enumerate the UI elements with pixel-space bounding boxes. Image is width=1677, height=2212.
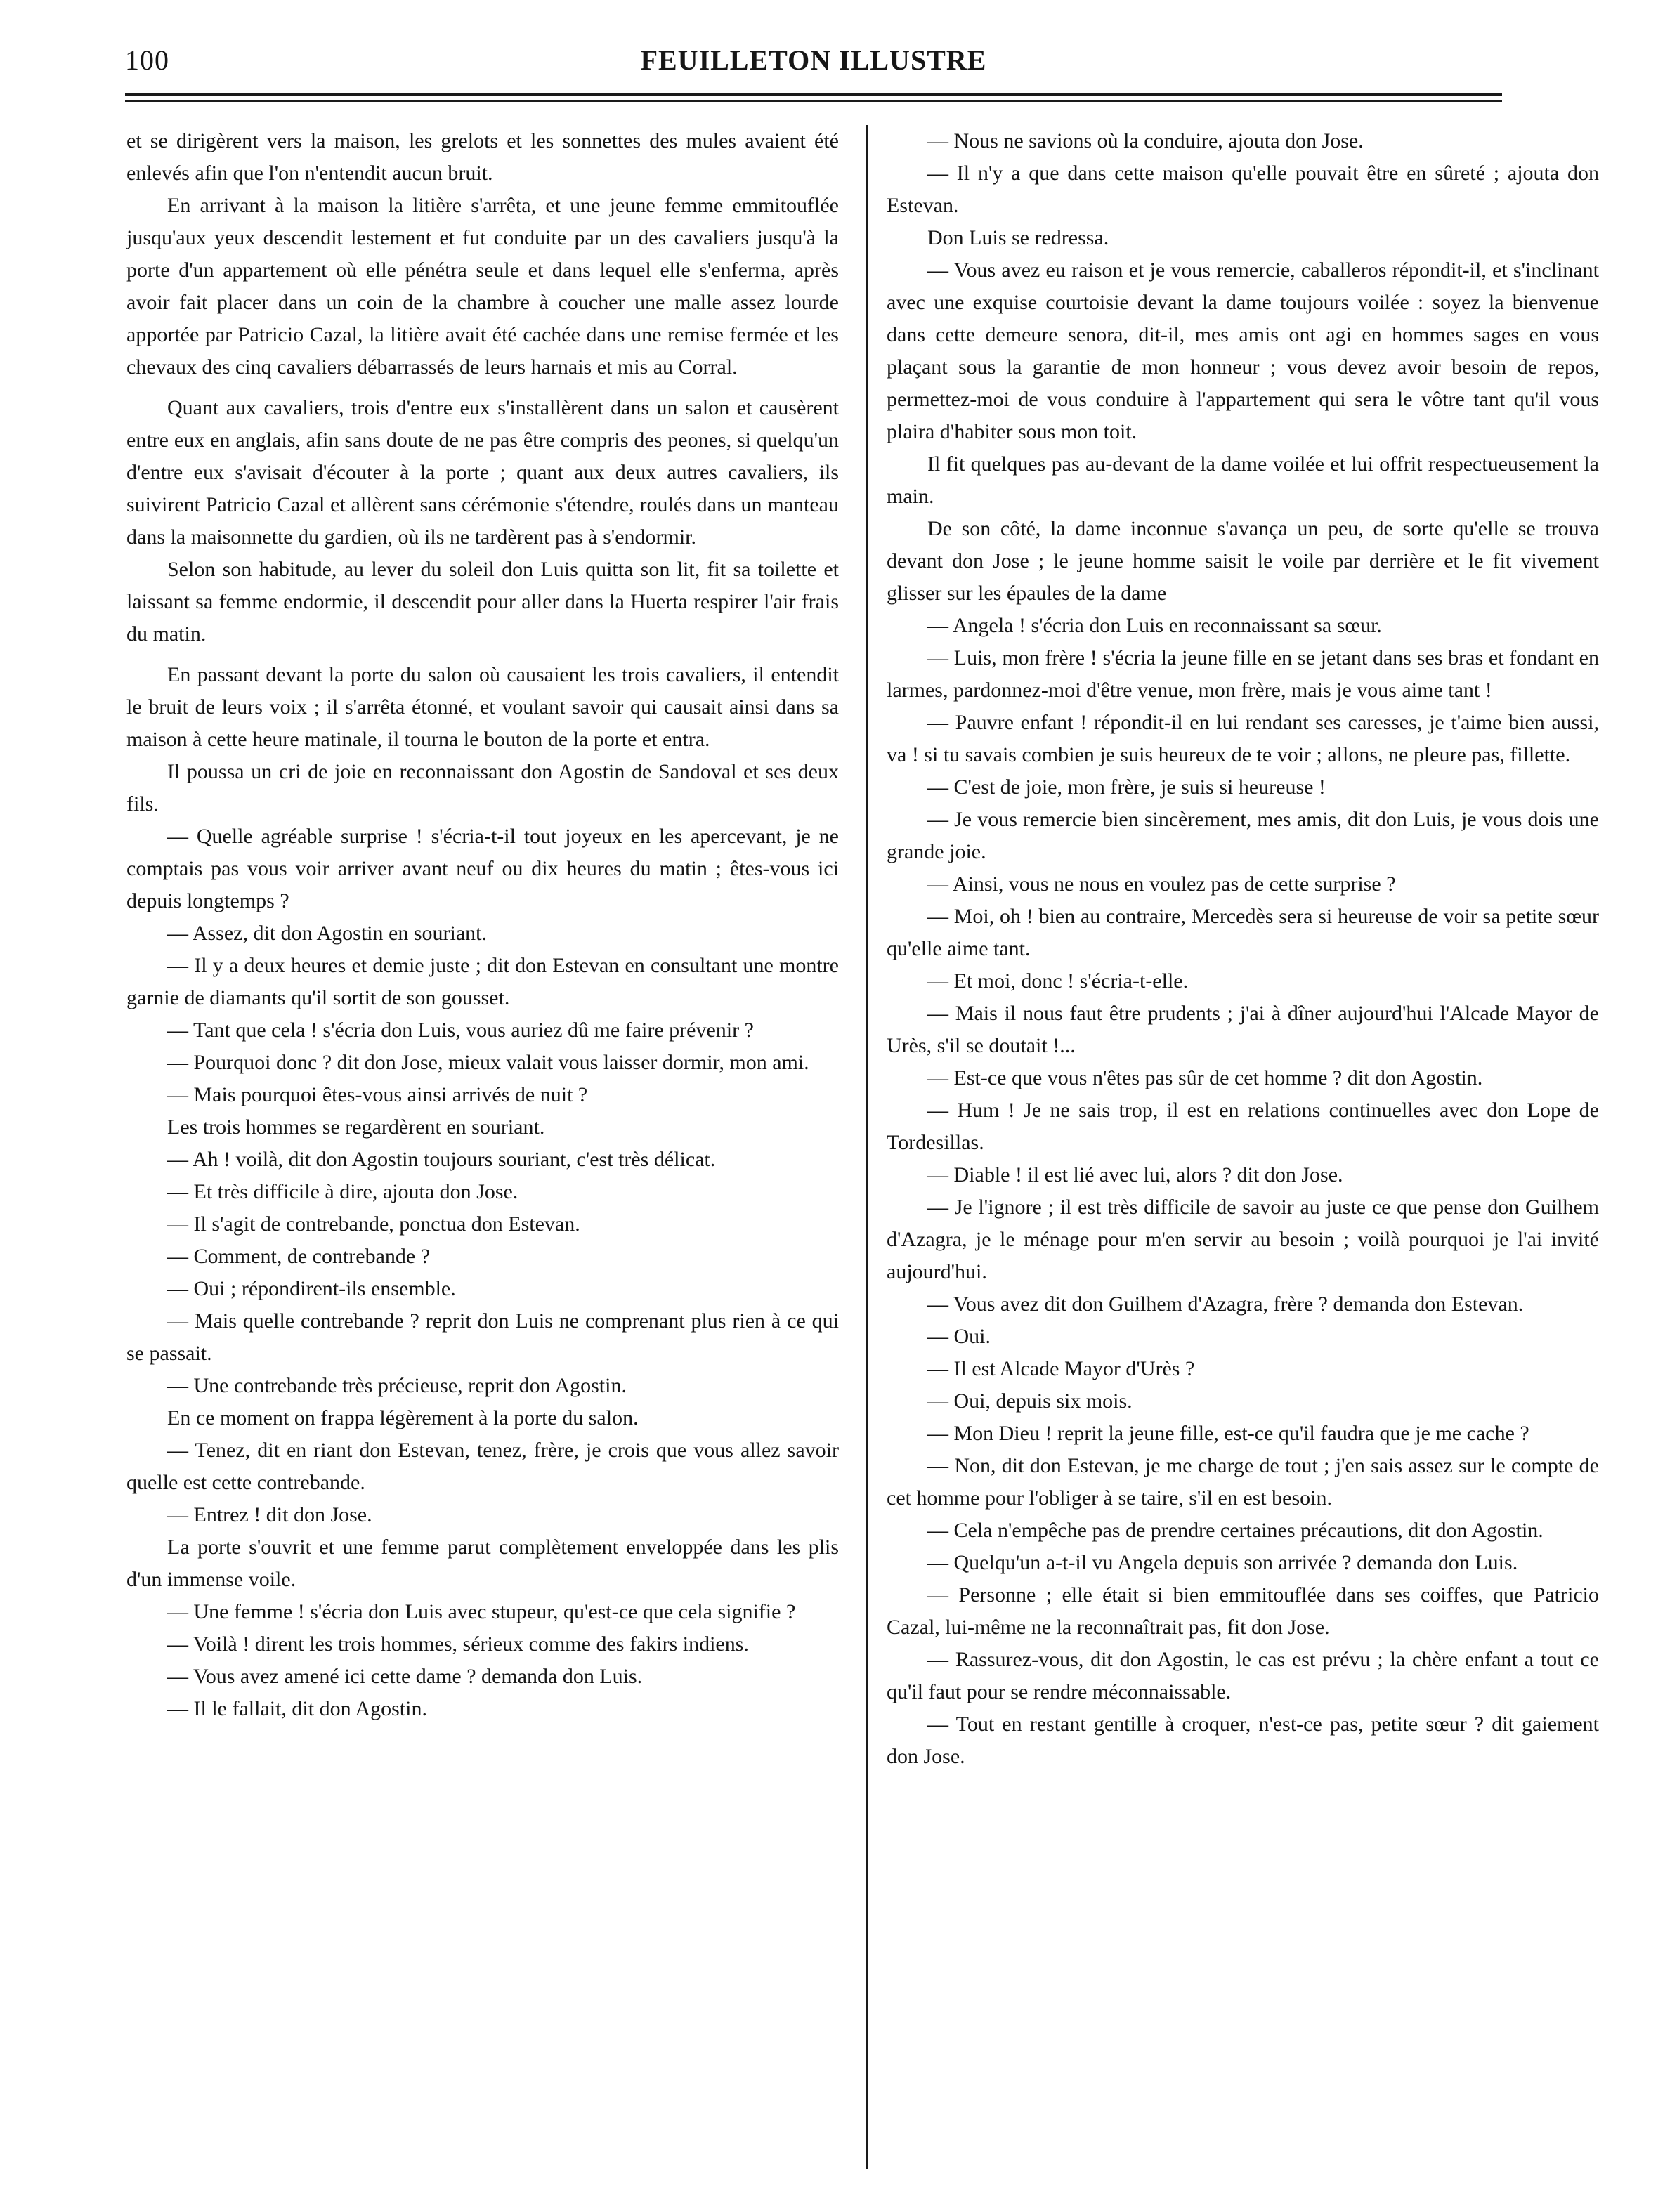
paragraph: — Oui ; répondirent-ils ensemble. xyxy=(167,1277,456,1300)
paragraph: Il poussa un cri de joie en reconnaissant don Agostin de Sandoval et ses deux fils. xyxy=(126,760,839,816)
paragraph: et se dirigèrent vers la maison, les grelots et les sonnettes des mules avaient été enlevés afin que l'on n'entendit aucun bruit. xyxy=(126,129,839,185)
paragraph: — Assez, dit don Agostin en souriant. xyxy=(167,922,487,945)
paragraph: — Mais il nous faut être prudents ; j'ai à dîner aujourd'hui l'Alcade Mayor de Urès, s'il se doutait !... xyxy=(887,1002,1599,1057)
paragraph: — Moi, oh ! bien au contraire, Mercedès sera si heureuse de voir sa petite sœur qu'elle aime tant. xyxy=(887,905,1599,960)
paragraph: — Cela n'empêche pas de prendre certaines précautions, dit don Agostin. xyxy=(927,1519,1544,1542)
paragraph: Quant aux cavaliers, trois d'entre eux s'installèrent dans un salon et causèrent entre eux en anglais, afin sans doute de ne pas être compris des peones, si quelqu'un d'entre eux s'avisait d'écouter à la porte ; quant aux deux autres cavaliers, ils suivirent Patricio Cazal et allèrent sans cérémonie s'étendre, roulés dans un manteau dans la maisonnette du gardien, où ils ne tardèrent pas à s'endormir. xyxy=(126,396,839,549)
running-title: FEUILLETON ILLUSTRE xyxy=(640,44,987,76)
paragraph: — Il s'agit de contrebande, ponctua don Estevan. xyxy=(167,1212,580,1236)
paragraph: En ce moment on frappa légèrement à la porte du salon. xyxy=(167,1406,639,1429)
paragraph: — Pourquoi donc ? dit don Jose, mieux valait vous laisser dormir, mon ami. xyxy=(167,1051,809,1074)
paragraph: Il fit quelques pas au-devant de la dame voilée et lui offrit respectueusement la main. xyxy=(887,452,1599,508)
paragraph: — Pauvre enfant ! répondit-il en lui rendant ses caresses, je t'aime bien aussi, va ! si tu savais combien je suis heureux de te voir ; allons, ne pleure pas, fillette. xyxy=(887,711,1599,766)
paragraph: — Une contrebande très précieuse, reprit don Agostin. xyxy=(167,1374,627,1397)
left-text-column xyxy=(126,125,839,1725)
paragraph: — Personne ; elle était si bien emmitouflée dans ses coiffes, que Patricio Cazal, lui-même ne la reconnaîtrait pas, fit don Jose. xyxy=(887,1583,1599,1639)
paragraph: En arrivant à la maison la litière s'arrêta, et une jeune femme emmitouflée jusqu'aux yeux descendit lestement et fut conduite par un des cavaliers jusqu'à la porte d'un appartement où elle pénétra seule et dans lequel elle s'enferma, après avoir fait placer dans un coin de la chambre à coucher une malle assez lourde apportée par Patricio Cazal, la litière avait été cachée dans une remise fermée et les chevaux des cinq cavaliers débarrassés de leurs harnais et mis au Corral. xyxy=(126,194,839,379)
paragraph: — Nous ne savions où la conduire, ajouta don Jose. xyxy=(927,129,1364,152)
paragraph: — Angela ! s'écria don Luis en reconnaissant sa sœur. xyxy=(927,614,1382,637)
column-divider xyxy=(866,125,868,2169)
paragraph: — Non, dit don Estevan, je me charge de tout ; j'en sais assez sur le compte de cet homme pour l'obliger à se taire, s'il en est besoin. xyxy=(887,1454,1599,1510)
paragraph: Don Luis se redressa. xyxy=(927,226,1109,249)
paragraph: — Comment, de contrebande ? xyxy=(167,1245,431,1268)
paragraph: — Vous avez dit don Guilhem d'Azagra, frère ? demanda don Estevan. xyxy=(927,1292,1524,1316)
paragraph: — Vous avez amené ici cette dame ? demanda don Luis. xyxy=(167,1665,643,1688)
paragraph: — Quelqu'un a-t-il vu Angela depuis son arrivée ? demanda don Luis. xyxy=(927,1551,1518,1574)
paragraph: — Oui, depuis six mois. xyxy=(927,1389,1133,1413)
paragraph: — Il le fallait, dit don Agostin. xyxy=(167,1697,427,1720)
paragraph: — Hum ! Je ne sais trop, il est en relations continuelles avec don Lope de Tordesillas. xyxy=(887,1099,1599,1154)
paragraph: — Mais pourquoi êtes-vous ainsi arrivés de nuit ? xyxy=(167,1083,588,1106)
paragraph: — Quelle agréable surprise ! s'écria-t-il tout joyeux en les apercevant, je ne comptais pas vous voir arriver avant neuf ou dix heures du matin ; êtes-vous ici depuis longtemps ? xyxy=(126,825,839,912)
paragraph: — Est-ce que vous n'êtes pas sûr de cet homme ? dit don Agostin. xyxy=(927,1066,1483,1089)
header-rule-thick xyxy=(125,93,1502,96)
paragraph: — Il n'y a que dans cette maison qu'elle pouvait être en sûreté ; ajouta don Estevan. xyxy=(887,162,1599,217)
paragraph: — Tenez, dit en riant don Estevan, tenez, frère, je crois que vous allez savoir quelle est cette contrebande. xyxy=(126,1439,839,1494)
page-header xyxy=(125,38,1502,80)
paragraph: — Tant que cela ! s'écria don Luis, vous auriez dû me faire prévenir ? xyxy=(167,1019,754,1042)
paragraph: — Vous avez eu raison et je vous remercie, caballeros répondit-il, et s'inclinant avec une exquise courtoisie devant la dame toujours voilée : soyez la bienvenue dans cette demeure senora, dit-il, mes amis ont agi en hommes sages en vous plaçant sous la garantie de mon honneur ; vous devez avoir besoin de repos, permettez-moi de vous conduire à l'appartement qui sera le vôtre tant qu'il vous plaira d'habiter sous mon toit. xyxy=(887,258,1599,443)
right-text-column xyxy=(887,125,1599,1773)
paragraph: — Une femme ! s'écria don Luis avec stupeur, qu'est-ce que cela signifie ? xyxy=(167,1600,796,1623)
paragraph: Les trois hommes se regardèrent en souriant. xyxy=(167,1115,545,1139)
paragraph: — Ainsi, vous ne nous en voulez pas de cette surprise ? xyxy=(927,872,1396,896)
page-number: 100 xyxy=(125,44,169,76)
paragraph: — C'est de joie, mon frère, je suis si heureuse ! xyxy=(927,775,1326,799)
paragraph: — Tout en restant gentille à croquer, n'est-ce pas, petite sœur ? dit gaiement don Jose. xyxy=(887,1713,1599,1768)
paragraph: — Et très difficile à dire, ajouta don Jose. xyxy=(167,1180,518,1203)
paragraph: — Luis, mon frère ! s'écria la jeune fille en se jetant dans ses bras et fondant en larmes, pardonnez-moi d'être venue, mon frère, mais je vous aime tant ! xyxy=(887,646,1599,702)
header-rule-thin xyxy=(125,100,1502,102)
paragraph: — Oui. xyxy=(927,1325,991,1348)
paragraph: — Rassurez-vous, dit don Agostin, le cas est prévu ; la chère enfant a tout ce qu'il faut pour se rendre méconnaissable. xyxy=(887,1648,1599,1703)
paragraph: — Et moi, donc ! s'écria-t-elle. xyxy=(927,969,1189,993)
paragraph: — Je l'ignore ; il est très difficile de savoir au juste ce que pense don Guilhem d'Azagra, je le ménage pour m'en servir au besoin ; voilà pourquoi je l'ai invité aujourd'hui. xyxy=(887,1196,1599,1283)
paragraph: La porte s'ouvrit et une femme parut complètement enveloppée dans les plis d'un immense voile. xyxy=(126,1536,839,1591)
paragraph: — Voilà ! dirent les trois hommes, sérieux comme des fakirs indiens. xyxy=(167,1632,749,1656)
paragraph: — Mon Dieu ! reprit la jeune fille, est-ce qu'il faudra que je me cache ? xyxy=(927,1422,1529,1445)
paragraph: — Ah ! voilà, dit don Agostin toujours souriant, c'est très délicat. xyxy=(167,1148,716,1171)
paragraph: Selon son habitude, au lever du soleil don Luis quitta son lit, fit sa toilette et laissant sa femme endormie, il descendit pour aller dans la Huerta respirer l'air frais du matin. xyxy=(126,558,839,646)
paragraph: — Il y a deux heures et demie juste ; dit don Estevan en consultant une montre garnie de diamants qu'il sortit de son gousset. xyxy=(126,954,839,1009)
paragraph: — Mais quelle contrebande ? reprit don Luis ne comprenant plus rien à ce qui se passait. xyxy=(126,1309,839,1365)
paragraph: De son côté, la dame inconnue s'avança un peu, de sorte qu'elle se trouva devant don Jose ; le jeune homme saisit le voile par derrière et le fit vivement glisser sur les épaules de la dame xyxy=(887,517,1599,605)
paragraph: — Entrez ! dit don Jose. xyxy=(167,1503,372,1526)
paragraph: — Il est Alcade Mayor d'Urès ? xyxy=(927,1357,1195,1380)
paragraph: — Je vous remercie bien sincèrement, mes amis, dit don Luis, je vous dois une grande joie. xyxy=(887,808,1599,863)
paragraph: — Diable ! il est lié avec lui, alors ? dit don Jose. xyxy=(927,1163,1343,1186)
paragraph: En passant devant la porte du salon où causaient les trois cavaliers, il entendit le bruit de leurs voix ; il s'arrêta étonné, et voulant savoir qui causait ainsi dans sa maison à cette heure matinale, il tourna le bouton de la porte et entra. xyxy=(126,663,839,751)
